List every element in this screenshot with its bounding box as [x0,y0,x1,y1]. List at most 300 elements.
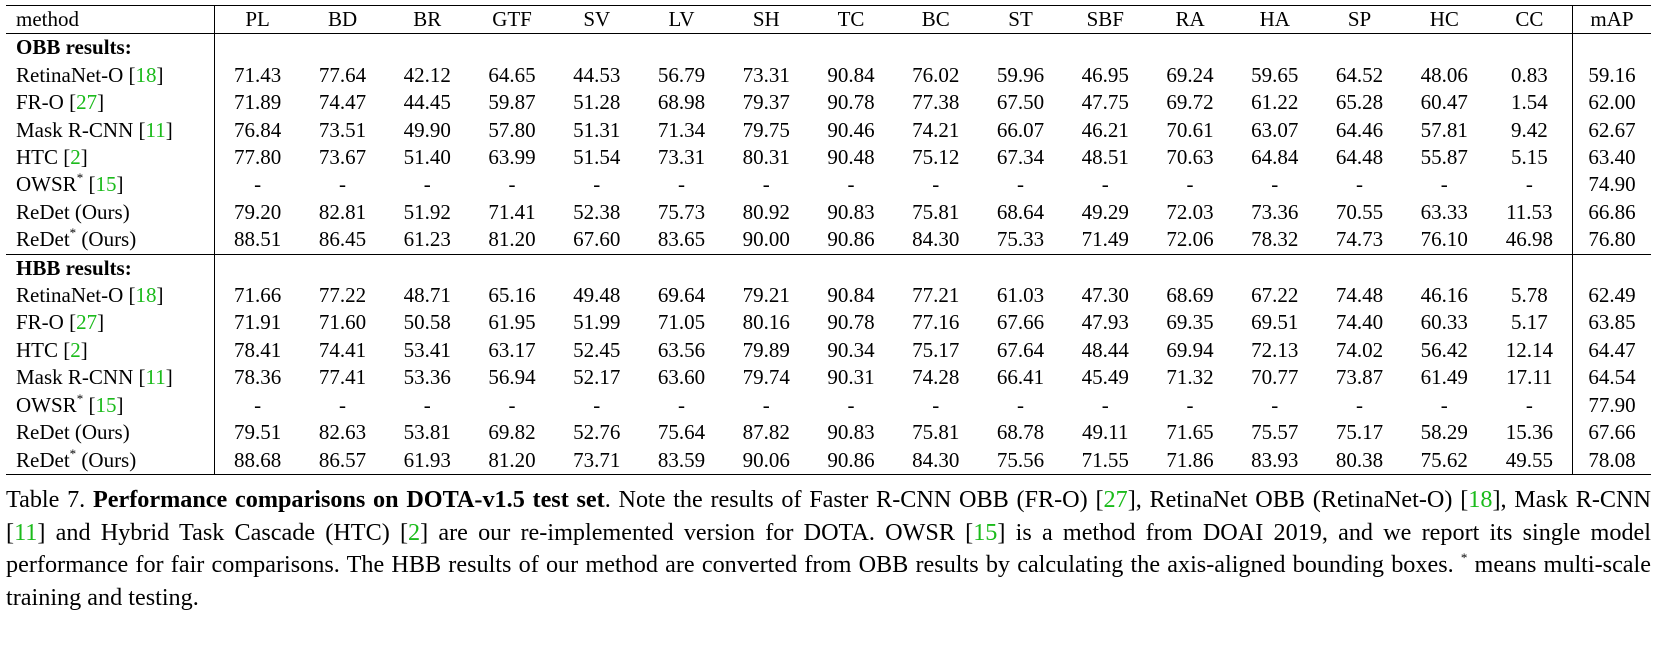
column-header-sh: SH [752,7,780,31]
map-cell: 62.00 [1573,89,1652,116]
value-cell: 49.11 [1082,420,1129,445]
multi-scale-marker: * [76,170,84,186]
method-cell: FR-O [27] [6,309,215,336]
value-cell: 90.83 [827,199,875,224]
value-cell: - [1271,392,1279,417]
value-cell: 82.81 [318,199,367,224]
value-cell: 59.65 [1251,62,1299,87]
empty-cell [639,254,724,282]
value-cell: - [593,172,601,197]
value-cell: 67.34 [996,145,1045,170]
value-cell: 70.55 [1335,199,1384,224]
column-header-lv: LV [668,7,695,31]
column-header-hc: HC [1429,7,1459,31]
method-cell: FR-O [27] [6,89,215,116]
value-cell: - [762,392,770,417]
empty-cell [1317,34,1402,62]
value-cell: 83.59 [657,447,706,472]
method-cell [6,199,215,226]
value-cell: 67.22 [1251,283,1299,308]
value-cell: 86.45 [318,227,367,252]
value-cell: 61.03 [996,283,1045,308]
citation-link: 11 [14,518,38,546]
value-cell: 66.07 [996,117,1045,142]
table-header [6,6,1651,34]
table-row [6,337,1651,364]
map-cell: 64.47 [1573,337,1652,364]
column-header-bd: BD [327,7,358,31]
empty-cell [1487,254,1573,282]
empty-cell [1573,34,1652,62]
value-cell: 79.37 [742,90,790,115]
value-cell: 73.36 [1251,199,1299,224]
value-cell: - [423,172,431,197]
method-name: HTC [16,145,58,170]
value-cell: - [1271,172,1279,197]
value-cell: 75.81 [912,420,960,445]
citation-link: 18 [135,283,157,308]
value-cell: 77.16 [912,310,960,335]
empty-cell [385,254,470,282]
value-cell: 61.23 [403,227,451,252]
empty-cell [1573,254,1652,282]
table-caption [6,484,1651,614]
value-cell: 77.80 [233,145,282,170]
citation-link: 18 [135,62,157,87]
empty-cell [639,34,724,62]
value-cell: 71.49 [1081,227,1129,252]
value-cell: 49.55 [1505,447,1553,472]
table-row [6,282,1651,309]
value-cell: - [1186,392,1194,417]
value-cell: 86.57 [318,447,367,472]
citation-link: 27 [1103,486,1128,513]
method-name: FR-O [16,90,64,115]
map-cell: 63.40 [1573,144,1652,171]
value-cell: 71.89 [233,90,282,115]
empty-cell [1402,254,1487,282]
citation-link: 2 [70,145,81,170]
value-cell: 63.17 [488,337,536,362]
empty-cell [809,34,894,62]
value-cell: 79.75 [742,117,790,142]
section-title: HBB results: [6,254,215,282]
value-cell: 48.51 [1081,145,1129,170]
value-cell: 70.61 [1166,117,1214,142]
value-cell: 49.90 [403,117,451,142]
value-cell: 71.65 [1166,420,1214,445]
column-header-br: BR [413,7,442,31]
value-cell: 64.84 [1251,145,1299,170]
value-cell: 69.51 [1251,310,1299,335]
value-cell: 59.87 [488,90,536,115]
value-cell: - [678,172,686,197]
value-cell: 73.51 [318,117,367,142]
empty-cell [724,34,809,62]
value-cell: 69.64 [657,283,706,308]
value-cell: 75.33 [996,227,1045,252]
column-header-map: mAP [1573,6,1652,34]
value-cell: 75.17 [912,337,960,362]
method-name: Mask R-CNN [16,365,134,390]
value-cell: 90.84 [827,62,875,87]
value-cell: 71.55 [1081,447,1129,472]
results-table [6,5,1651,475]
value-cell: 63.07 [1251,117,1299,142]
citation-link: 15 [95,392,117,417]
method-cell: RetinaNet-O [18] [6,282,215,309]
value-cell: 5.78 [1510,283,1548,308]
section-header-row [6,254,1651,282]
value-cell: 1.54 [1510,90,1548,115]
value-cell: 63.99 [488,145,536,170]
value-cell: 57.81 [1420,117,1468,142]
citation-link: 11 [145,365,166,390]
value-cell: 52.45 [573,337,621,362]
method-name: ReDet (Ours) [16,420,130,445]
empty-cell [978,34,1063,62]
citation-link: 15 [973,518,998,546]
caption-text: are our re-implemented version for DOTA. OWSR [428,518,966,546]
table-row [6,226,1651,254]
value-cell: 83.65 [657,227,706,252]
caption-text: . Note the results of Faster R-CNN OBB (FR-O) [604,486,1096,513]
value-cell: - [593,392,601,417]
value-cell: - [1017,392,1025,417]
map-cell: 59.16 [1573,62,1652,89]
value-cell: 78.32 [1251,227,1299,252]
method-name: FR-O [16,310,64,335]
value-cell: 73.31 [742,62,790,87]
value-cell: 90.86 [827,227,875,252]
value-cell: 90.83 [827,420,875,445]
caption-text: , Mask R-CNN [1500,486,1651,513]
value-cell: 56.79 [657,62,706,87]
map-cell: 77.90 [1573,392,1652,419]
value-cell: 51.54 [573,145,621,170]
value-cell: 74.21 [912,117,960,142]
value-cell: 68.64 [996,199,1045,224]
value-cell: 74.02 [1335,337,1384,362]
column-header-pl: PL [245,7,270,31]
value-cell: 47.93 [1081,310,1129,335]
value-cell: 75.81 [912,199,960,224]
value-cell: 53.41 [403,337,451,362]
value-cell: - [1101,172,1109,197]
value-cell: 69.72 [1166,90,1214,115]
value-cell: - [423,392,431,417]
value-cell: - [1356,392,1364,417]
value-cell: 79.51 [233,420,282,445]
value-cell: 55.87 [1420,145,1468,170]
value-cell: 75.56 [996,447,1045,472]
empty-cell [300,254,385,282]
value-cell: - [1525,392,1533,417]
method-cell: HTC [2] [6,144,215,171]
method-cell: RetinaNet-O [18] [6,62,215,89]
column-header-gtf: GTF [492,7,532,31]
value-cell: 69.35 [1166,310,1214,335]
value-cell: 52.76 [573,420,621,445]
value-cell: 47.75 [1081,90,1129,115]
value-cell: 71.41 [488,199,536,224]
empty-cell [1232,254,1317,282]
value-cell: 71.91 [233,310,282,335]
header-row [6,6,1651,34]
method-cell: OWSR* [15] [6,392,215,419]
value-cell: 74.28 [912,365,960,390]
method-cell: Mask R-CNN [11] [6,117,215,144]
value-cell: 64.46 [1335,117,1384,142]
value-cell: 70.77 [1251,365,1299,390]
empty-cell [554,254,639,282]
value-cell: 73.71 [573,447,621,472]
value-cell: 90.06 [742,447,790,472]
value-cell: 88.68 [233,447,282,472]
method-name: RetinaNet-O [16,283,124,308]
caption-text: and Hybrid Task Cascade (HTC) [45,518,400,546]
map-cell: 74.90 [1573,171,1652,198]
value-cell: 81.20 [488,227,536,252]
value-cell: 90.78 [827,90,875,115]
value-cell: 61.22 [1251,90,1299,115]
value-cell: 65.28 [1335,90,1384,115]
value-cell: 61.49 [1420,365,1468,390]
value-cell: 51.92 [403,199,451,224]
table-row [6,392,1651,419]
value-cell: 71.66 [233,283,282,308]
value-cell: 90.84 [827,283,875,308]
value-cell: - [1101,392,1109,417]
value-cell: 68.78 [996,420,1045,445]
caption-text: is a method from DOAI 2019, and we report its single model performance for fair comparisons. The HBB results of our method are converted from OBB results by calculating the axis-aligned bounding boxes. [6,518,1651,578]
value-cell: 73.31 [657,145,706,170]
value-cell: 87.82 [742,420,790,445]
multi-scale-marker: * [69,445,77,461]
caption-title: Performance comparisons on DOTA-v1.5 test set [92,486,605,513]
empty-cell [1148,34,1233,62]
method-suffix: (Ours) [76,227,137,252]
value-cell: 69.94 [1166,337,1214,362]
value-cell: 83.93 [1251,447,1299,472]
value-cell: 73.67 [318,145,367,170]
value-cell: 64.65 [488,62,536,87]
value-cell: 52.38 [573,199,621,224]
value-cell: 72.06 [1166,227,1214,252]
empty-cell [385,34,470,62]
value-cell: 80.16 [742,310,790,335]
map-cell: 78.08 [1573,447,1652,475]
table-row [6,364,1651,391]
caption-text: means multi-scale training and testing. [6,551,1652,611]
value-cell: 46.95 [1081,62,1129,87]
value-cell: 67.60 [573,227,621,252]
value-cell: 53.36 [403,365,451,390]
value-cell: 77.21 [912,283,960,308]
empty-cell [1317,254,1402,282]
section-header-row [6,34,1651,62]
table-row [6,447,1651,475]
method-name: ReDet [16,227,70,252]
value-cell: 63.60 [657,365,706,390]
value-cell: 74.41 [318,337,367,362]
caption-label: Table 7. [6,486,86,513]
method-name: OWSR [16,392,77,417]
value-cell: 71.05 [657,310,706,335]
value-cell: 77.22 [318,283,367,308]
value-cell: 66.41 [996,365,1045,390]
column-header-ha: HA [1259,7,1290,31]
value-cell: - [847,172,855,197]
value-cell: - [762,172,770,197]
method-name: HTC [16,337,58,362]
method-cell: Mask R-CNN [11] [6,364,215,391]
value-cell: 74.47 [318,90,367,115]
table-row [6,117,1651,144]
method-name: ReDet (Ours) [16,199,130,224]
column-header-ra: RA [1175,7,1205,31]
value-cell: 72.13 [1251,337,1299,362]
value-cell: 90.46 [827,117,875,142]
method-name: Mask R-CNN [16,117,134,142]
value-cell: 49.29 [1081,199,1129,224]
value-cell: 12.14 [1505,337,1553,362]
value-cell: 50.58 [403,310,451,335]
method-name: ReDet [16,447,70,472]
multi-scale-marker: * [1460,549,1468,565]
map-cell: 64.54 [1573,364,1652,391]
empty-cell [300,34,385,62]
value-cell: 72.03 [1166,199,1214,224]
column-header-sv: SV [583,7,611,31]
value-cell: 75.73 [657,199,706,224]
column-header-sp: SP [1347,7,1372,31]
empty-cell [1487,34,1573,62]
value-cell: 52.17 [573,365,621,390]
column-header-sbf: SBF [1086,7,1124,31]
value-cell: 63.33 [1420,199,1468,224]
section-title: OBB results: [6,34,215,62]
value-cell: - [1525,172,1533,197]
map-cell: 63.85 [1573,309,1652,336]
value-cell: - [254,172,262,197]
value-cell: - [508,392,516,417]
empty-cell [554,34,639,62]
value-cell: 75.64 [657,420,706,445]
value-cell: 58.29 [1420,420,1468,445]
value-cell: 76.10 [1420,227,1468,252]
value-cell: 57.80 [488,117,536,142]
citation-link: 2 [70,337,81,362]
value-cell: 47.30 [1081,283,1129,308]
value-cell: - [932,172,940,197]
value-cell: 76.84 [233,117,282,142]
value-cell: - [1440,172,1448,197]
value-cell: 70.63 [1166,145,1214,170]
value-cell: 51.31 [573,117,621,142]
method-cell [6,419,215,446]
value-cell: 5.15 [1510,145,1548,170]
value-cell: 90.34 [827,337,875,362]
value-cell: 64.48 [1335,145,1384,170]
empty-cell [1063,254,1148,282]
value-cell: 74.73 [1335,227,1384,252]
value-cell: 81.20 [488,447,536,472]
empty-cell [215,254,301,282]
value-cell: 51.40 [403,145,451,170]
value-cell: 84.30 [912,227,960,252]
empty-cell [809,254,894,282]
table-section [6,34,1651,254]
value-cell: 68.69 [1166,283,1214,308]
citation-link: 27 [76,310,98,335]
value-cell: 51.99 [573,310,621,335]
method-cell: OWSR* [15] [6,171,215,198]
value-cell: 60.33 [1420,310,1468,335]
value-cell: 71.86 [1166,447,1214,472]
value-cell: 84.30 [912,447,960,472]
table-row [6,171,1651,198]
citation-link: 18 [1468,486,1493,513]
value-cell: 46.16 [1420,283,1468,308]
value-cell: 90.86 [827,447,875,472]
value-cell: 46.21 [1081,117,1129,142]
empty-cell [470,254,555,282]
value-cell: - [932,392,940,417]
multi-scale-marker: * [76,390,84,406]
value-cell: - [254,392,262,417]
value-cell: 44.45 [403,90,451,115]
multi-scale-marker: * [69,225,77,241]
value-cell: 74.48 [1335,283,1384,308]
value-cell: 79.74 [742,365,790,390]
value-cell: 78.36 [233,365,282,390]
value-cell: 64.52 [1335,62,1384,87]
value-cell: 90.48 [827,145,875,170]
empty-cell [893,254,978,282]
method-suffix: (Ours) [76,447,137,472]
value-cell: - [847,392,855,417]
value-cell: 75.17 [1335,420,1384,445]
value-cell: 88.51 [233,227,282,252]
map-cell: 76.80 [1573,226,1652,254]
empty-cell [1402,34,1487,62]
table-row [6,419,1651,446]
value-cell: 75.57 [1251,420,1299,445]
value-cell: 79.21 [742,283,790,308]
value-cell: 74.40 [1335,310,1384,335]
value-cell: 48.06 [1420,62,1468,87]
value-cell: 69.82 [488,420,536,445]
value-cell: 71.60 [318,310,367,335]
column-header-cc: CC [1515,7,1544,31]
value-cell: 67.50 [996,90,1045,115]
value-cell: - [1186,172,1194,197]
table-row [6,199,1651,226]
value-cell: - [508,172,516,197]
value-cell: - [1440,392,1448,417]
map-cell: 62.67 [1573,117,1652,144]
value-cell: - [339,172,347,197]
citation-link: 2 [408,518,421,546]
value-cell: 42.12 [403,62,451,87]
value-cell: 77.41 [318,365,367,390]
column-header-tc: TC [837,7,865,31]
value-cell: 15.36 [1505,420,1553,445]
value-cell: 77.64 [318,62,367,87]
method-name: RetinaNet-O [16,62,124,87]
value-cell: 90.78 [827,310,875,335]
